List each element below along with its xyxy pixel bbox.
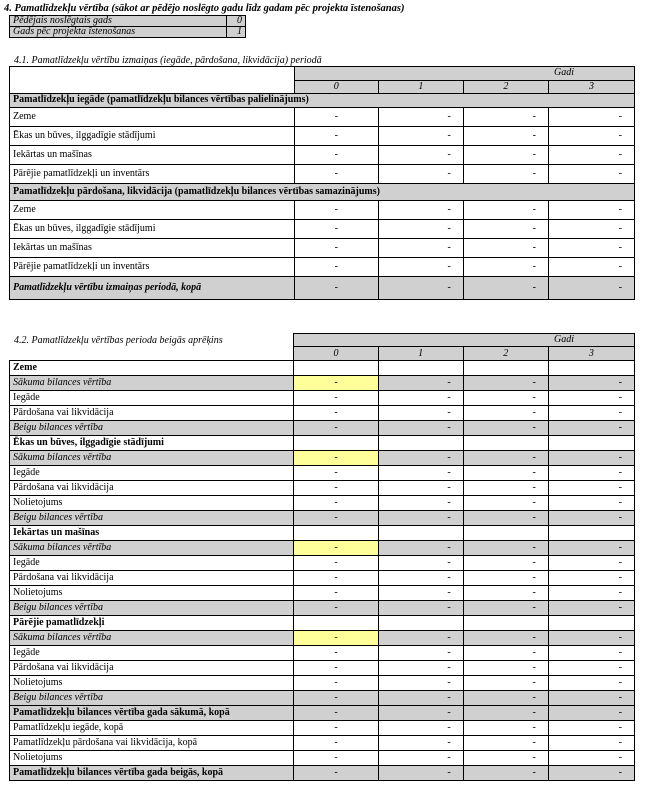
value-cell[interactable]: - xyxy=(294,676,378,691)
table-row xyxy=(10,145,635,164)
value-cell[interactable]: - xyxy=(378,541,463,556)
row-label: Nolietojums xyxy=(10,676,294,691)
value-cell[interactable]: - xyxy=(463,238,548,257)
total-row xyxy=(10,766,635,781)
row-label: Iegāde xyxy=(10,556,294,571)
value-cell[interactable]: - xyxy=(463,751,548,766)
value-cell[interactable]: - xyxy=(548,238,634,257)
value-cell[interactable]: - xyxy=(548,751,634,766)
value-cell[interactable]: - xyxy=(463,451,548,466)
row-label: Pārējie pamatlīdzekļi un inventārs xyxy=(10,164,294,183)
total-label: Pamatlīdzekļu iegāde, kopā xyxy=(10,721,294,736)
value-cell[interactable]: - xyxy=(378,646,463,661)
value-cell[interactable]: - xyxy=(463,107,548,126)
years-row xyxy=(10,80,635,93)
row-label: Pārdošana vai likvidācija xyxy=(10,571,294,586)
table-row xyxy=(10,421,635,436)
value-cell[interactable]: - xyxy=(294,126,378,145)
summary-label: Pēdējais noslēgtais gads xyxy=(10,16,227,27)
value-cell[interactable]: - xyxy=(294,164,378,183)
value-cell[interactable]: - xyxy=(548,164,634,183)
value-cell[interactable]: - xyxy=(548,481,634,496)
row-label: Ēkas un būves, ilggadīgie stādījumi xyxy=(10,126,294,145)
value-cell[interactable]: - xyxy=(463,406,548,421)
row-label: Beigu bilances vērtība xyxy=(10,511,294,526)
total-label: Pamatlīdzekļu vērtību izmaiņas periodā, kopā xyxy=(10,276,294,299)
value-cell[interactable]: - xyxy=(548,376,634,391)
group-header xyxy=(10,526,635,541)
value-cell[interactable]: - xyxy=(294,145,378,164)
row-label: Beigu bilances vērtība xyxy=(10,421,294,436)
row-label: Sākuma bilances vērtība xyxy=(10,541,294,556)
value-cell[interactable]: - xyxy=(548,200,634,219)
value-cell[interactable]: - xyxy=(378,164,463,183)
value-cell[interactable]: - xyxy=(378,766,463,781)
value-cell[interactable]: - xyxy=(294,721,378,736)
table-row xyxy=(10,107,635,126)
value-cell[interactable]: - xyxy=(548,541,634,556)
value-cell[interactable]: - xyxy=(463,691,548,706)
value-cell[interactable]: - xyxy=(463,721,548,736)
table-row xyxy=(10,631,635,646)
row-label: Iekārtas un mašīnas xyxy=(10,145,294,164)
table-row xyxy=(10,676,635,691)
row-label: Beigu bilances vērtība xyxy=(10,691,294,706)
row-label: Pārējie pamatlīdzekļi un inventārs xyxy=(10,257,294,276)
value-cell[interactable]: - xyxy=(548,421,634,436)
row-label: Pārdošana vai likvidācija xyxy=(10,406,294,421)
value-cell[interactable]: - xyxy=(294,238,378,257)
value-cell[interactable]: - xyxy=(463,219,548,238)
value-cell[interactable]: - xyxy=(378,631,463,646)
value-cell[interactable]: - xyxy=(463,586,548,601)
value-cell[interactable]: - xyxy=(378,721,463,736)
summary-row xyxy=(10,27,246,38)
value-cell[interactable]: - xyxy=(463,276,548,299)
year-header: 2 xyxy=(463,80,548,93)
total-row xyxy=(10,721,635,736)
total-label: Pamatlīdzekļu bilances vērtība gada sākumā, kopā xyxy=(10,706,294,721)
value-cell[interactable]: - xyxy=(294,200,378,219)
value-cell[interactable]: - xyxy=(294,691,378,706)
value-cell[interactable]: - xyxy=(294,376,378,391)
total-label: Nolietojums xyxy=(10,751,294,766)
section1-title: 4.1. Pamatlīdzekļu vērtību izmaiņas (iegāde, pārdošana, likvidācija) periodā xyxy=(14,55,322,66)
row-label: Zeme xyxy=(10,107,294,126)
value-cell[interactable]: - xyxy=(378,276,463,299)
value-cell[interactable]: - xyxy=(463,571,548,586)
section1-table xyxy=(9,66,635,300)
value-cell[interactable]: - xyxy=(378,391,463,406)
table-row xyxy=(10,238,635,257)
value-cell[interactable]: - xyxy=(378,238,463,257)
value-cell[interactable]: - xyxy=(294,541,378,556)
year-header: 2 xyxy=(463,347,548,361)
row-label: Pārdošana vai likvidācija xyxy=(10,661,294,676)
total-row xyxy=(10,276,635,299)
table-row xyxy=(10,257,635,276)
value-cell[interactable]: - xyxy=(548,145,634,164)
year-header: 1 xyxy=(378,80,463,93)
row-label: Sākuma bilances vērtība xyxy=(10,451,294,466)
value-cell[interactable]: - xyxy=(463,631,548,646)
year-header: 3 xyxy=(548,80,634,93)
table-row xyxy=(10,556,635,571)
summary-value[interactable]: 0 xyxy=(227,16,246,27)
value-cell[interactable]: - xyxy=(463,766,548,781)
value-cell[interactable]: - xyxy=(463,257,548,276)
row-label: Beigu bilances vērtība xyxy=(10,601,294,616)
row-label: Sākuma bilances vērtība xyxy=(10,631,294,646)
value-cell[interactable]: - xyxy=(294,276,378,299)
summary-value[interactable]: 1 xyxy=(227,27,246,38)
group-header xyxy=(10,616,635,631)
year-header: 0 xyxy=(294,347,378,361)
value-cell[interactable]: - xyxy=(548,511,634,526)
value-cell[interactable]: - xyxy=(548,706,634,721)
value-cell[interactable]: - xyxy=(463,391,548,406)
value-cell[interactable]: - xyxy=(294,481,378,496)
value-cell[interactable]: - xyxy=(378,107,463,126)
value-cell[interactable]: - xyxy=(378,126,463,145)
value-cell[interactable]: - xyxy=(294,766,378,781)
table-row xyxy=(10,451,635,466)
table-row xyxy=(10,586,635,601)
value-cell[interactable]: - xyxy=(548,107,634,126)
value-cell[interactable]: - xyxy=(294,631,378,646)
value-cell[interactable]: - xyxy=(548,676,634,691)
table-row xyxy=(10,496,635,511)
value-cell[interactable]: - xyxy=(463,601,548,616)
row-label: Iegāde xyxy=(10,391,294,406)
value-cell[interactable]: - xyxy=(378,586,463,601)
value-cell[interactable]: - xyxy=(378,571,463,586)
value-cell[interactable]: - xyxy=(294,451,378,466)
years-label-row xyxy=(10,67,635,80)
row-label: Nolietojums xyxy=(10,586,294,601)
row-label: Pārdošana vai likvidācija xyxy=(10,481,294,496)
value-cell[interactable]: - xyxy=(294,466,378,481)
table-row xyxy=(10,481,635,496)
value-cell[interactable]: - xyxy=(548,466,634,481)
value-cell[interactable]: - xyxy=(548,631,634,646)
value-cell[interactable]: - xyxy=(548,496,634,511)
value-cell[interactable]: - xyxy=(463,466,548,481)
section2-title: 4.2. Pamatlīdzekļu vērtības perioda beigās aprēķins xyxy=(14,335,223,346)
summary-table xyxy=(9,15,246,38)
years-label: Gadi xyxy=(294,334,635,347)
value-cell[interactable]: - xyxy=(463,511,548,526)
value-cell[interactable]: - xyxy=(378,376,463,391)
total-label: Pamatlīdzekļu bilances vērtība gada beigās, kopā xyxy=(10,766,294,781)
value-cell[interactable]: - xyxy=(378,496,463,511)
table-row xyxy=(10,661,635,676)
group-header xyxy=(10,183,635,200)
value-cell[interactable]: - xyxy=(294,706,378,721)
row-label: Iekārtas un mašīnas xyxy=(10,238,294,257)
years-label-row xyxy=(10,334,635,347)
value-cell[interactable]: - xyxy=(548,721,634,736)
value-cell[interactable]: - xyxy=(294,406,378,421)
table-row xyxy=(10,391,635,406)
value-cell[interactable]: - xyxy=(463,676,548,691)
table-row xyxy=(10,406,635,421)
value-cell[interactable]: - xyxy=(294,496,378,511)
group-title: Pamatlīdzekļu pārdošana, likvidācija (pamatlīdzekļu bilances vērtības samazinājums) xyxy=(10,183,635,200)
value-cell[interactable]: - xyxy=(378,219,463,238)
year-header: 3 xyxy=(548,347,634,361)
value-cell[interactable]: - xyxy=(548,391,634,406)
value-cell[interactable]: - xyxy=(463,541,548,556)
group-title: Pamatlīdzekļu iegāde (pamatlīdzekļu bilances vērtības palielinājums) xyxy=(10,93,635,107)
group-header xyxy=(10,93,635,107)
value-cell[interactable]: - xyxy=(294,391,378,406)
value-cell[interactable]: - xyxy=(463,646,548,661)
table-row xyxy=(10,219,635,238)
value-cell[interactable]: - xyxy=(294,661,378,676)
table-row xyxy=(10,376,635,391)
total-row xyxy=(10,736,635,751)
value-cell[interactable]: - xyxy=(378,706,463,721)
value-cell[interactable]: - xyxy=(378,200,463,219)
table-row xyxy=(10,164,635,183)
value-cell[interactable]: - xyxy=(548,126,634,145)
total-row xyxy=(10,751,635,766)
table-row xyxy=(10,200,635,219)
value-cell[interactable]: - xyxy=(463,496,548,511)
row-label: Iegāde xyxy=(10,466,294,481)
table-row xyxy=(10,466,635,481)
value-cell[interactable]: - xyxy=(378,676,463,691)
value-cell[interactable]: - xyxy=(463,376,548,391)
value-cell[interactable]: - xyxy=(378,556,463,571)
value-cell[interactable]: - xyxy=(378,257,463,276)
table-row xyxy=(10,601,635,616)
table-row xyxy=(10,541,635,556)
group-title: Zeme xyxy=(10,361,294,376)
value-cell[interactable]: - xyxy=(463,661,548,676)
group-title: Pārējie pamatlīdzekļi xyxy=(10,616,294,631)
group-title: Iekārtas un mašīnas xyxy=(10,526,294,541)
year-header: 1 xyxy=(378,347,463,361)
value-cell[interactable]: - xyxy=(378,691,463,706)
value-cell[interactable]: - xyxy=(294,511,378,526)
value-cell[interactable]: - xyxy=(548,556,634,571)
value-cell[interactable]: - xyxy=(378,421,463,436)
value-cell[interactable]: - xyxy=(294,736,378,751)
row-label: Ēkas un būves, ilggadīgie stādījumi xyxy=(10,219,294,238)
table-row xyxy=(10,571,635,586)
value-cell[interactable]: - xyxy=(294,586,378,601)
value-cell[interactable]: - xyxy=(378,511,463,526)
value-cell[interactable]: - xyxy=(548,661,634,676)
value-cell[interactable]: - xyxy=(463,164,548,183)
row-label: Zeme xyxy=(10,200,294,219)
value-cell[interactable]: - xyxy=(463,126,548,145)
value-cell[interactable]: - xyxy=(378,451,463,466)
value-cell[interactable]: - xyxy=(548,646,634,661)
year-header: 0 xyxy=(294,80,378,93)
section2-table xyxy=(9,333,635,781)
group-title: Ēkas un būves, ilggadīgie stādījumi xyxy=(10,436,294,451)
row-label: Sākuma bilances vērtība xyxy=(10,376,294,391)
value-cell[interactable]: - xyxy=(378,736,463,751)
value-cell[interactable]: - xyxy=(294,751,378,766)
total-label: Pamatlīdzekļu pārdošana vai likvidācija, kopā xyxy=(10,736,294,751)
value-cell[interactable]: - xyxy=(548,219,634,238)
years-row xyxy=(10,347,635,361)
value-cell[interactable]: - xyxy=(548,766,634,781)
value-cell[interactable]: - xyxy=(378,406,463,421)
summary-label: Gads pēc projekta īstenošanas xyxy=(10,27,227,38)
value-cell[interactable]: - xyxy=(548,586,634,601)
value-cell[interactable]: - xyxy=(548,736,634,751)
value-cell[interactable]: - xyxy=(294,421,378,436)
value-cell[interactable]: - xyxy=(463,200,548,219)
value-cell[interactable]: - xyxy=(294,257,378,276)
total-row xyxy=(10,706,635,721)
value-cell[interactable]: - xyxy=(378,145,463,164)
table-row xyxy=(10,646,635,661)
value-cell[interactable]: - xyxy=(378,751,463,766)
value-cell[interactable]: - xyxy=(548,406,634,421)
value-cell[interactable]: - xyxy=(294,646,378,661)
value-cell[interactable]: - xyxy=(463,481,548,496)
value-cell[interactable]: - xyxy=(294,107,378,126)
value-cell[interactable]: - xyxy=(548,451,634,466)
value-cell[interactable]: - xyxy=(294,219,378,238)
value-cell[interactable]: - xyxy=(548,601,634,616)
table-row xyxy=(10,691,635,706)
value-cell[interactable]: - xyxy=(463,736,548,751)
value-cell[interactable]: - xyxy=(294,601,378,616)
years-label: Gadi xyxy=(294,67,634,80)
value-cell[interactable]: - xyxy=(463,421,548,436)
value-cell[interactable]: - xyxy=(463,556,548,571)
row-label: Nolietojums xyxy=(10,496,294,511)
value-cell[interactable]: - xyxy=(548,276,634,299)
value-cell[interactable]: - xyxy=(378,601,463,616)
value-cell[interactable]: - xyxy=(548,691,634,706)
row-label: Iegāde xyxy=(10,646,294,661)
value-cell[interactable]: - xyxy=(463,145,548,164)
group-header xyxy=(10,361,635,376)
value-cell[interactable]: - xyxy=(378,466,463,481)
page-title: 4. Pamatlīdzekļu vērtība (sākot ar pēdējo noslēgto gadu līdz gadam pēc projekta īstenošanas) xyxy=(4,3,405,14)
table-row xyxy=(10,126,635,145)
value-cell[interactable]: - xyxy=(548,571,634,586)
value-cell[interactable]: - xyxy=(463,706,548,721)
value-cell[interactable]: - xyxy=(294,556,378,571)
value-cell[interactable]: - xyxy=(378,481,463,496)
value-cell[interactable]: - xyxy=(378,661,463,676)
value-cell[interactable]: - xyxy=(294,571,378,586)
group-header xyxy=(10,436,635,451)
table-row xyxy=(10,511,635,526)
summary-row xyxy=(10,16,246,27)
value-cell[interactable]: - xyxy=(548,257,634,276)
